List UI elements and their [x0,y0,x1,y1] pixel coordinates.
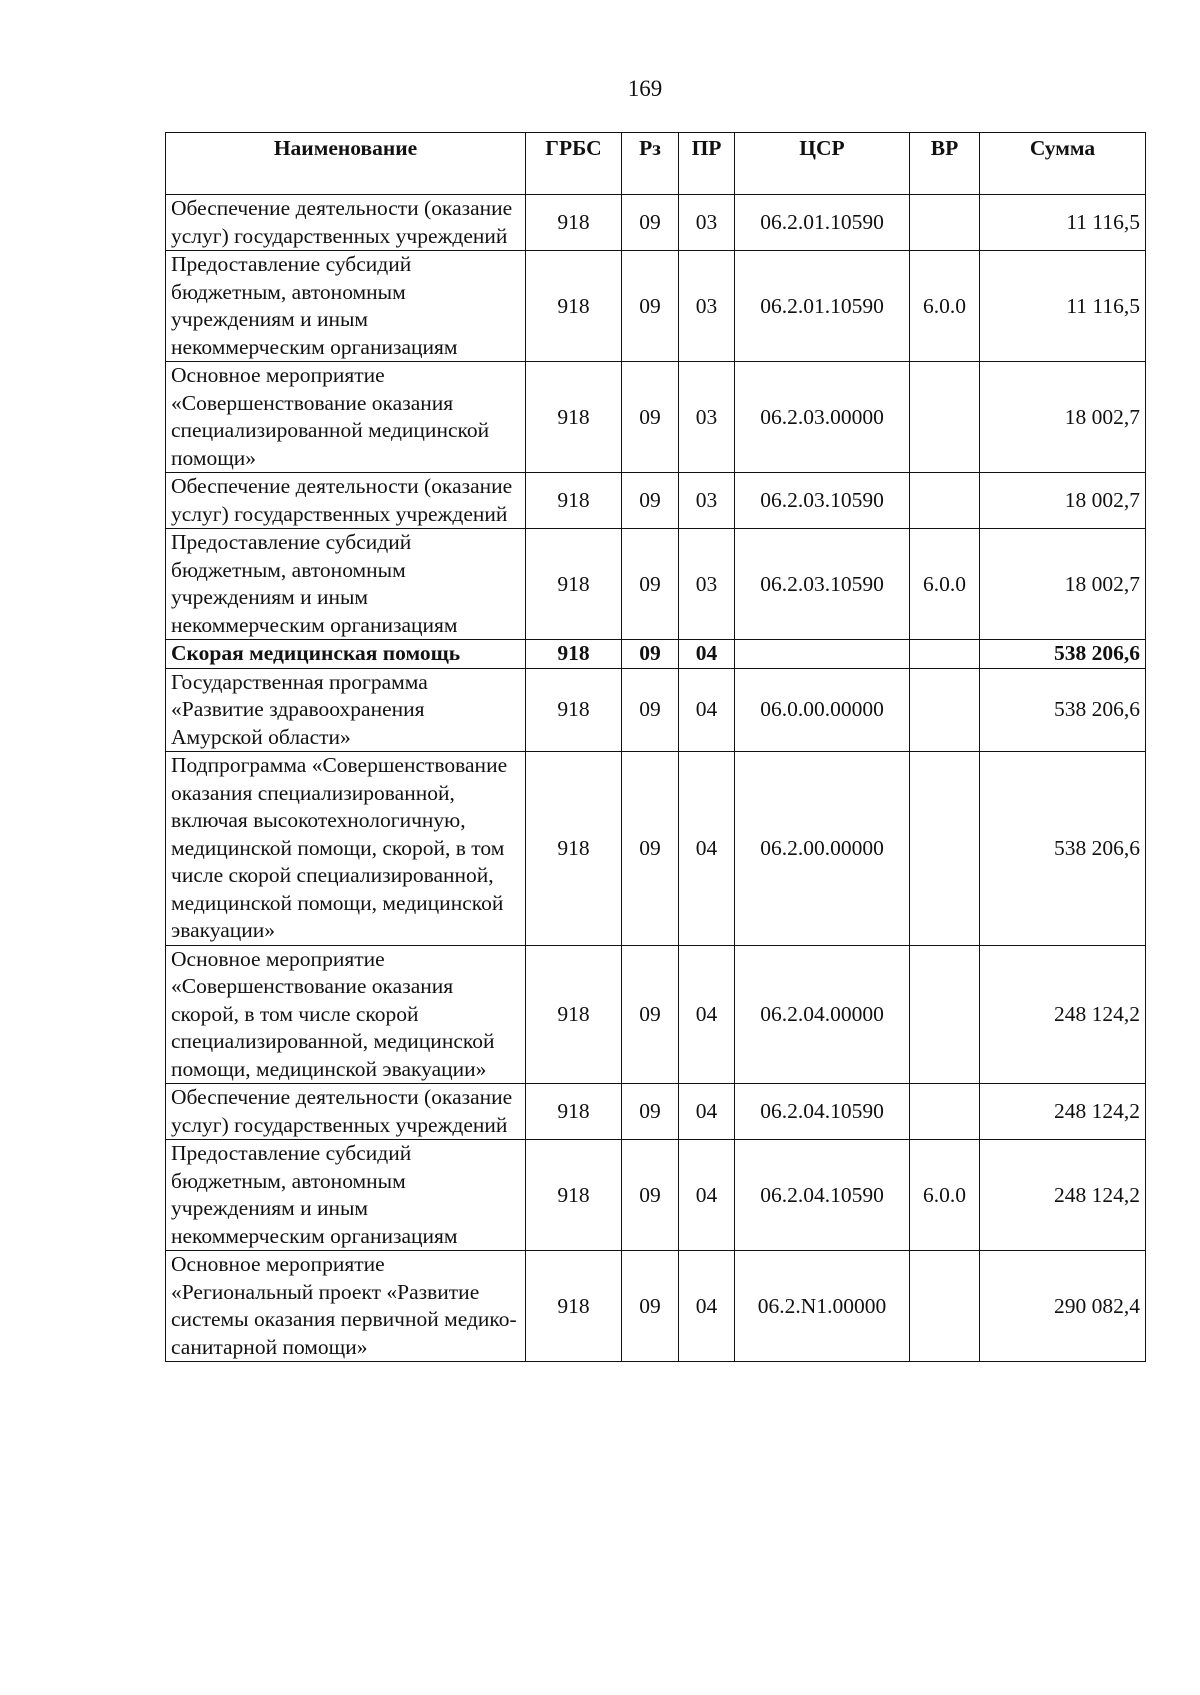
cell-name: Подпрограмма «Совершенствование оказания специализированной, включая высокотехнологичную, медицинской помощи, скорой, в том числе скорой специализированной, медицинской помощи, медицинской эвакуации» [166,752,526,946]
cell-grbs: 918 [526,529,622,640]
cell-name: Основное мероприятие «Региональный проект «Развитие системы оказания первичной медико-санитарной помощи» [166,1251,526,1362]
cell-csr: 06.2.04.00000 [735,945,910,1084]
table-row [166,640,1146,669]
table-row [166,1084,1146,1140]
cell-rz: 09 [622,251,679,362]
table-row [166,473,1146,529]
table-row [166,945,1146,1084]
table-row [166,362,1146,473]
cell-csr: 06.0.00.00000 [735,668,910,752]
cell-sum: 18 002,7 [980,529,1146,640]
cell-vr [910,1251,980,1362]
cell-name: Обеспечение деятельности (оказание услуг) государственных учреждений [166,1084,526,1140]
cell-vr: 6.0.0 [910,1140,980,1251]
cell-rz: 09 [622,1251,679,1362]
cell-pr: 04 [679,640,735,669]
cell-pr: 03 [679,195,735,251]
cell-vr: 6.0.0 [910,529,980,640]
cell-grbs: 918 [526,945,622,1084]
cell-csr: 06.2.01.10590 [735,251,910,362]
table-row [166,529,1146,640]
cell-name: Обеспечение деятельности (оказание услуг) государственных учреждений [166,473,526,529]
cell-name: Предоставление субсидий бюджетным, автономным учреждениям и иным некоммерческим организациям [166,529,526,640]
cell-grbs: 918 [526,640,622,669]
cell-rz: 09 [622,752,679,946]
cell-csr: 06.2.04.10590 [735,1140,910,1251]
cell-pr: 04 [679,945,735,1084]
cell-sum: 11 116,5 [980,195,1146,251]
cell-rz: 09 [622,668,679,752]
cell-vr [910,640,980,669]
header-name: Наименование [166,133,526,195]
budget-table [165,132,1146,1362]
cell-vr [910,195,980,251]
cell-grbs: 918 [526,251,622,362]
cell-name: Государственная программа «Развитие здравоохранения Амурской области» [166,668,526,752]
cell-rz: 09 [622,945,679,1084]
cell-sum: 248 124,2 [980,1084,1146,1140]
cell-pr: 04 [679,1084,735,1140]
cell-name: Основное мероприятие «Совершенствование оказания специализированной медицинской помощи» [166,362,526,473]
cell-grbs: 918 [526,1251,622,1362]
cell-name: Предоставление субсидий бюджетным, автономным учреждениям и иным некоммерческим организациям [166,1140,526,1251]
header-rz: Рз [622,133,679,195]
table-row [166,1140,1146,1251]
header-grbs: ГРБС [526,133,622,195]
table-row [166,752,1146,946]
cell-csr: 06.2.03.00000 [735,362,910,473]
cell-vr [910,473,980,529]
cell-pr: 04 [679,752,735,946]
cell-rz: 09 [622,640,679,669]
cell-csr [735,640,910,669]
cell-grbs: 918 [526,668,622,752]
cell-grbs: 918 [526,1140,622,1251]
cell-rz: 09 [622,1140,679,1251]
cell-sum: 538 206,6 [980,752,1146,946]
cell-pr: 03 [679,473,735,529]
cell-rz: 09 [622,529,679,640]
cell-sum: 538 206,6 [980,668,1146,752]
cell-pr: 03 [679,251,735,362]
cell-pr: 04 [679,1251,735,1362]
cell-vr [910,752,980,946]
cell-csr: 06.2.03.10590 [735,529,910,640]
header-pr: ПР [679,133,735,195]
cell-vr [910,945,980,1084]
cell-name: Основное мероприятие «Совершенствование оказания скорой, в том числе скорой специализированной, медицинской помощи, медицинской эвакуации» [166,945,526,1084]
cell-rz: 09 [622,362,679,473]
cell-name: Обеспечение деятельности (оказание услуг) государственных учреждений [166,195,526,251]
table-row [166,251,1146,362]
cell-csr: 06.2.01.10590 [735,195,910,251]
cell-pr: 04 [679,668,735,752]
table-row [166,1251,1146,1362]
cell-grbs: 918 [526,473,622,529]
cell-sum: 18 002,7 [980,362,1146,473]
cell-name: Скорая медицинская помощь [166,640,526,669]
cell-sum: 290 082,4 [980,1251,1146,1362]
cell-vr: 6.0.0 [910,251,980,362]
cell-pr: 04 [679,1140,735,1251]
cell-grbs: 918 [526,752,622,946]
cell-sum: 248 124,2 [980,945,1146,1084]
cell-vr [910,1084,980,1140]
cell-pr: 03 [679,362,735,473]
header-vr: ВР [910,133,980,195]
page-number: 169 [627,76,663,101]
cell-rz: 09 [622,195,679,251]
cell-vr [910,362,980,473]
table-row [166,195,1146,251]
cell-grbs: 918 [526,362,622,473]
cell-rz: 09 [622,473,679,529]
table-header-row [166,133,1146,195]
table-body [166,195,1146,1362]
cell-csr: 06.2.N1.00000 [735,1251,910,1362]
cell-grbs: 918 [526,1084,622,1140]
cell-pr: 03 [679,529,735,640]
cell-sum: 18 002,7 [980,473,1146,529]
cell-csr: 06.2.03.10590 [735,473,910,529]
header-csr: ЦСР [735,133,910,195]
header-sum: Сумма [980,133,1146,195]
cell-sum: 248 124,2 [980,1140,1146,1251]
cell-grbs: 918 [526,195,622,251]
cell-rz: 09 [622,1084,679,1140]
cell-vr [910,668,980,752]
cell-csr: 06.2.04.10590 [735,1084,910,1140]
cell-sum: 538 206,6 [980,640,1146,669]
cell-name: Предоставление субсидий бюджетным, автономным учреждениям и иным некоммерческим организациям [166,251,526,362]
cell-csr: 06.2.00.00000 [735,752,910,946]
table-row [166,668,1146,752]
cell-sum: 11 116,5 [980,251,1146,362]
